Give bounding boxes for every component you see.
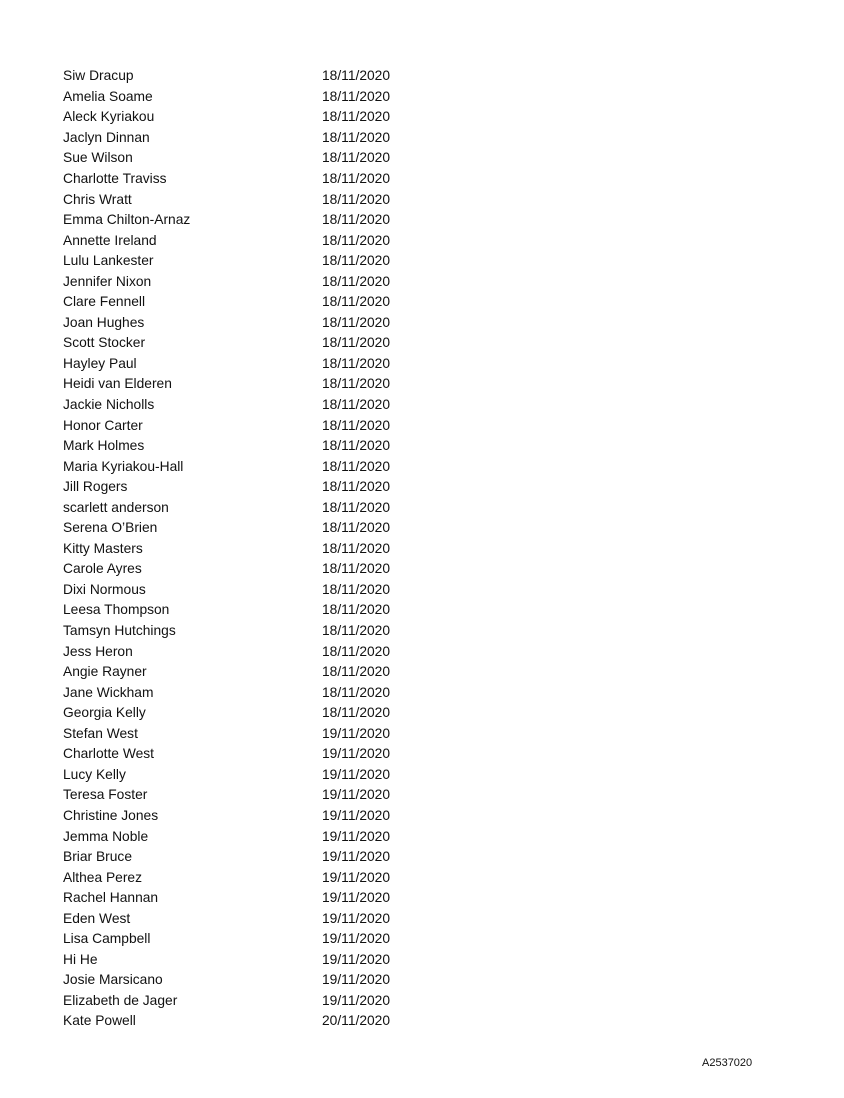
signatory-name: Hayley Paul: [63, 355, 137, 371]
list-item: [63, 189, 423, 210]
signatory-name: Kate Powell: [63, 1013, 136, 1029]
list-item: [63, 806, 423, 827]
signature-date: 18/11/2020: [322, 664, 391, 680]
list-item: [63, 991, 423, 1012]
signature-date: 18/11/2020: [322, 191, 391, 207]
signatory-name: Jill Rogers: [63, 479, 128, 495]
signatory-name: Siw Dracup: [63, 68, 134, 84]
signature-date: 19/11/2020: [322, 766, 391, 782]
signature-date: 18/11/2020: [322, 376, 391, 392]
signatory-name: Jennifer Nixon: [63, 273, 152, 289]
list-item: [63, 641, 423, 662]
list-item: [63, 313, 423, 334]
signatory-name: Scott Stocker: [63, 335, 146, 351]
list-item: [63, 395, 423, 416]
signature-date: 18/11/2020: [322, 684, 391, 700]
signature-date: 18/11/2020: [322, 540, 391, 556]
signature-date: 18/11/2020: [322, 438, 391, 454]
signatory-name: Althea Perez: [63, 869, 142, 885]
signature-date: 18/11/2020: [322, 68, 391, 84]
list-item: [63, 703, 423, 724]
signature-date: 19/11/2020: [322, 746, 391, 762]
signature-date: 19/11/2020: [322, 951, 391, 967]
signature-date: 18/11/2020: [322, 458, 391, 474]
signatory-name: Clare Fennell: [63, 294, 146, 310]
signature-date: 18/11/2020: [322, 520, 391, 536]
list-item: [63, 107, 423, 128]
signature-date: 18/11/2020: [322, 623, 391, 639]
document-reference: A2537020: [702, 1057, 753, 1069]
list-item: [63, 765, 423, 786]
signatory-name: Annette Ireland: [63, 232, 157, 248]
signature-date: 18/11/2020: [322, 171, 391, 186]
signatory-name: Sue Wilson: [63, 150, 133, 166]
signature-date: 20/11/2020: [322, 1013, 391, 1029]
list-item: [63, 251, 423, 272]
list-item: [63, 621, 423, 642]
signatory-name: Maria Kyriakou-Hall: [63, 458, 184, 474]
signatory-name: Stefan West: [63, 725, 138, 741]
signatory-name: Jemma Noble: [63, 828, 149, 844]
signature-date: 18/11/2020: [322, 499, 391, 515]
list-item: [63, 724, 423, 745]
signature-date: 19/11/2020: [322, 807, 391, 823]
signature-date: 18/11/2020: [322, 355, 391, 371]
signature-date: 18/11/2020: [322, 335, 391, 351]
signature-date: 18/11/2020: [322, 643, 391, 659]
signature-date: 18/11/2020: [322, 397, 391, 413]
signature-date: 18/11/2020: [322, 705, 391, 721]
signatory-name: Rachel Hannan: [63, 890, 159, 906]
signature-date: 18/11/2020: [322, 273, 391, 289]
list-item: [63, 292, 423, 313]
list-item: [63, 1011, 423, 1032]
list-item: [63, 333, 423, 354]
signatory-name: Aleck Kyriakou: [63, 109, 155, 125]
signatory-name: Teresa Foster: [63, 787, 148, 803]
signature-date: 18/11/2020: [322, 561, 391, 577]
signature-date: 19/11/2020: [322, 910, 391, 926]
signatory-name: Emma Chilton-Arnaz: [63, 212, 191, 228]
signature-date: 18/11/2020: [322, 479, 391, 495]
signatory-name: Joan Hughes: [63, 314, 145, 330]
signatory-name: Amelia Soame: [63, 88, 153, 104]
signatory-name: Elizabeth de Jager: [63, 992, 178, 1008]
signatory-name: Angie Rayner: [63, 664, 147, 680]
signature-date: 19/11/2020: [322, 931, 391, 947]
list-item: [63, 950, 423, 971]
signatory-name: Chris Wratt: [63, 191, 132, 207]
list-item: [63, 580, 423, 601]
signature-date: 19/11/2020: [322, 890, 391, 906]
list-item: [63, 559, 423, 580]
list-item: [63, 66, 423, 87]
list-item: [63, 128, 423, 149]
list-item: [63, 415, 423, 436]
signatory-name: Mark Holmes: [63, 438, 145, 454]
signatory-name: Serena O’Brien: [63, 520, 158, 536]
list-item: [63, 867, 423, 888]
list-item: [63, 662, 423, 683]
signatory-name: scarlett anderson: [63, 499, 169, 515]
signatory-name: Lisa Campbell: [63, 931, 151, 947]
signatory-name: Josie Marsicano: [63, 972, 163, 988]
signatory-name: Dixi Normous: [63, 581, 146, 597]
signature-date: 18/11/2020: [322, 314, 391, 330]
signatory-name: Georgia Kelly: [63, 705, 146, 721]
signature-date: 18/11/2020: [322, 294, 391, 310]
list-item: [63, 354, 423, 375]
signature-date: 18/11/2020: [322, 150, 391, 166]
list-item: [63, 600, 423, 621]
list-item: [63, 908, 423, 929]
signatory-name: Eden West: [63, 910, 131, 926]
signatory-name: Briar Bruce: [63, 849, 133, 865]
signatory-name: Lucy Kelly: [63, 766, 126, 782]
signatory-name: Jane Wickham: [63, 684, 154, 700]
signatory-name: Jaclyn Dinnan: [63, 129, 150, 145]
list-item: [63, 518, 423, 539]
list-item: [63, 785, 423, 806]
signatory-name: Charlotte West: [63, 746, 154, 762]
signature-date: 18/11/2020: [322, 212, 391, 228]
list-item: [63, 169, 423, 190]
signature-date: 18/11/2020: [322, 581, 391, 597]
signatory-name: Tamsyn Hutchings: [63, 623, 176, 639]
list-item: [63, 970, 423, 991]
signatory-name: Carole Ayres: [63, 561, 142, 577]
signatory-name: Kitty Masters: [63, 540, 143, 556]
list-item: [63, 929, 423, 950]
list-item: [63, 210, 423, 231]
signatory-name: Jackie Nicholls: [63, 397, 155, 413]
signature-date: 19/11/2020: [322, 849, 391, 865]
signature-date: 19/11/2020: [322, 725, 391, 741]
signature-date: 18/11/2020: [322, 232, 391, 248]
list-item: [63, 682, 423, 703]
signature-date: 19/11/2020: [322, 869, 391, 885]
signature-date: 18/11/2020: [322, 417, 391, 433]
signatory-name: Honor Carter: [63, 417, 143, 433]
signature-date: 19/11/2020: [322, 828, 391, 844]
signatory-name: Lulu Lankester: [63, 253, 154, 269]
signature-date: 19/11/2020: [322, 787, 391, 803]
signature-list: [63, 66, 423, 1032]
list-item: [63, 539, 423, 560]
list-item: [63, 271, 423, 292]
list-item: [63, 847, 423, 868]
list-item: [63, 436, 423, 457]
signature-date: 18/11/2020: [322, 253, 391, 269]
signature-date: 18/11/2020: [322, 88, 391, 104]
signatory-name: Leesa Thompson: [63, 602, 170, 618]
list-item: [63, 477, 423, 498]
signature-date: 19/11/2020: [322, 992, 391, 1008]
signature-date: 18/11/2020: [322, 129, 391, 145]
signature-date: 18/11/2020: [322, 602, 391, 618]
list-item: [63, 888, 423, 909]
signatory-name: Charlotte Traviss: [63, 171, 167, 186]
list-item: [63, 744, 423, 765]
signature-date: 19/11/2020: [322, 972, 391, 988]
signatory-name: Jess Heron: [63, 643, 133, 659]
signatory-name: Christine Jones: [63, 807, 159, 823]
list-item: [63, 230, 423, 251]
signatory-name: Heidi van Elderen: [63, 376, 172, 392]
list-item: [63, 826, 423, 847]
signature-date: 18/11/2020: [322, 109, 391, 125]
list-item: [63, 87, 423, 108]
list-item: [63, 374, 423, 395]
signatory-name: Hi He: [63, 951, 98, 967]
list-item: [63, 497, 423, 518]
list-item: [63, 456, 423, 477]
list-item: [63, 148, 423, 169]
